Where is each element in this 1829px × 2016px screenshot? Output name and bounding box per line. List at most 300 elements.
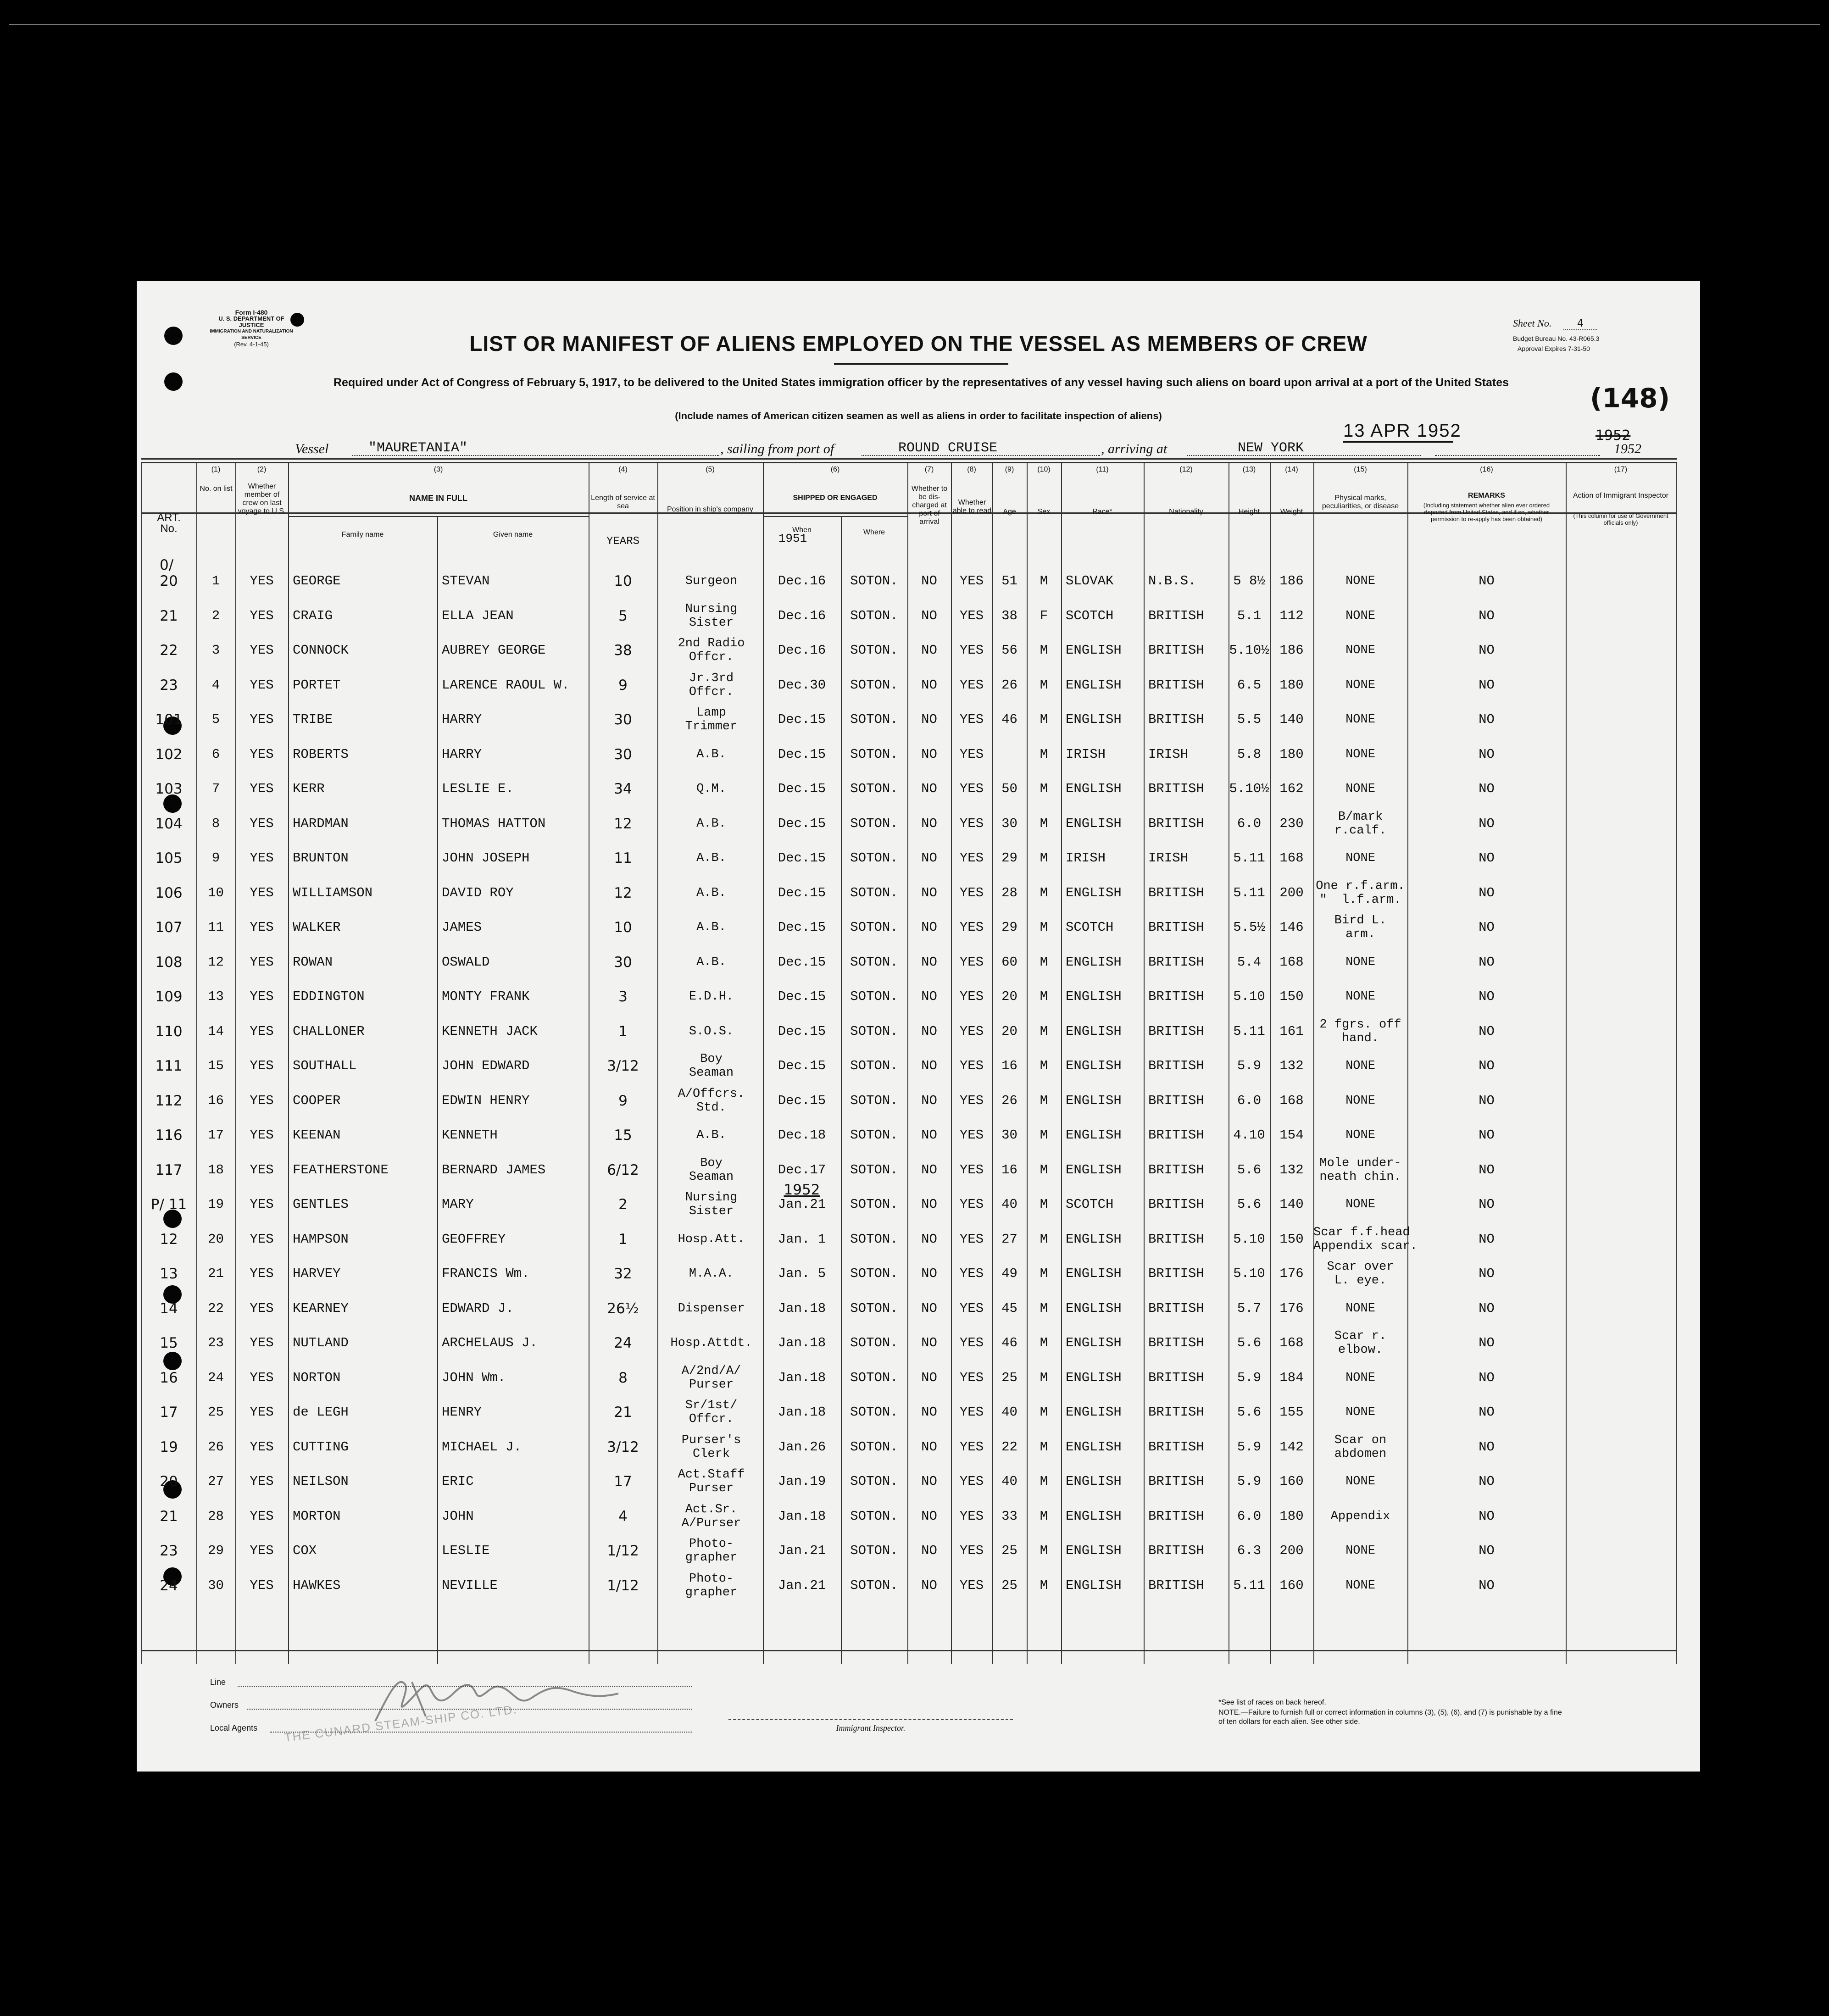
cell-disch: NO — [921, 1093, 937, 1108]
cell-where: SOTON. — [850, 643, 898, 658]
cell-service: 11 — [614, 850, 632, 866]
cell-read: YES — [959, 1162, 984, 1177]
cell-given: JOHN — [442, 1508, 474, 1524]
cell-given: BERNARD JAMES — [442, 1162, 546, 1177]
cell-race: ENGLISH — [1066, 677, 1122, 693]
name-subrule — [288, 516, 589, 517]
table-row — [141, 1468, 1677, 1507]
cell-sex: M — [1040, 1023, 1048, 1039]
cell-when: Dec.15 — [778, 989, 826, 1004]
header-shipped: SHIPPED OR ENGAGED — [793, 494, 878, 502]
sailing-port: ROUND CRUISE — [898, 440, 998, 456]
cell-when: Dec.15 — [778, 1023, 826, 1039]
cell-when: Dec.18 — [778, 1127, 826, 1143]
cell-disch: NO — [921, 1058, 937, 1073]
cell-height: 4.10 — [1233, 1127, 1265, 1143]
cell-nat: BRITISH — [1148, 712, 1204, 727]
cell-read: YES — [959, 1058, 984, 1073]
cell-age: 25 — [1001, 1577, 1017, 1593]
cell-read: YES — [959, 1231, 984, 1247]
cell-when: Jan.18 — [778, 1300, 826, 1316]
cell-read: YES — [959, 1197, 984, 1212]
cell-member: YES — [250, 1058, 274, 1073]
cell-age: 29 — [1001, 920, 1017, 935]
cell-given: HENRY — [442, 1405, 482, 1420]
cell-race: ENGLISH — [1066, 816, 1122, 831]
cell-disch: NO — [921, 781, 937, 796]
cell-position: Act.Sr. A/Purser — [681, 1502, 741, 1530]
cell-when: Dec.15 — [778, 816, 826, 831]
cell-age: 60 — [1001, 954, 1017, 970]
cell-position: Hosp.Att. — [678, 1232, 745, 1246]
cell-given: MICHAEL J. — [442, 1439, 522, 1455]
cell-height: 6.5 — [1237, 677, 1262, 693]
table-rule — [141, 462, 1677, 463]
cell-disch: NO — [921, 746, 937, 762]
cell-when: Dec.15 — [778, 746, 826, 762]
cell-race: ENGLISH — [1066, 1439, 1122, 1455]
cell-race: IRISH — [1066, 850, 1106, 866]
cell-service: 15 — [614, 1127, 632, 1144]
cell-art: 21 — [160, 607, 178, 624]
film-edge-line — [9, 24, 1820, 25]
owners-underline — [247, 1709, 692, 1710]
cell-height: 6.3 — [1237, 1543, 1262, 1558]
cell-age: 51 — [1001, 573, 1017, 589]
cell-no: 11 — [208, 920, 224, 935]
cell-disch: NO — [921, 885, 937, 900]
cell-where: SOTON. — [850, 1127, 898, 1143]
cell-when: Jan. 1 — [778, 1231, 826, 1247]
cell-position: A.B. — [696, 921, 726, 934]
cell-member: YES — [250, 1577, 274, 1593]
cell-member: YES — [250, 1439, 274, 1455]
cell-disch: NO — [921, 1300, 937, 1316]
cell-position: Act.Staff Purser — [678, 1468, 745, 1495]
cell-race: ENGLISH — [1066, 1266, 1122, 1281]
cell-service: 30 — [614, 954, 632, 971]
cell-family: SOUTHALL — [293, 1058, 357, 1073]
cell-nat: BRITISH — [1148, 1162, 1204, 1177]
cell-remarks: NO — [1479, 1543, 1495, 1558]
cell-where: SOTON. — [850, 781, 898, 796]
cell-no: 12 — [208, 954, 224, 970]
sheet-label: Sheet No. — [1513, 317, 1552, 329]
cell-race: ENGLISH — [1066, 781, 1122, 796]
cell-art: 108 — [155, 954, 183, 971]
cell-family: TRIBE — [293, 712, 333, 727]
cell-sex: M — [1040, 781, 1048, 796]
sailing-label: , sailing from port of — [720, 441, 834, 456]
cell-read: YES — [959, 1577, 984, 1593]
cell-age: 22 — [1001, 1439, 1017, 1455]
cell-remarks: NO — [1479, 1370, 1495, 1385]
budget-bureau: Budget Bureau No. 43-R065.3 — [1513, 335, 1600, 342]
cell-family: GENTLES — [293, 1197, 349, 1212]
cell-given: OSWALD — [442, 954, 490, 970]
cell-member: YES — [250, 989, 274, 1004]
cell-member: YES — [250, 1127, 274, 1143]
cell-position: A.B. — [696, 886, 726, 900]
cell-nat: BRITISH — [1148, 1543, 1204, 1558]
cell-member: YES — [250, 1474, 274, 1489]
cell-weight: 200 — [1279, 885, 1304, 900]
colnum: (4) — [618, 466, 628, 473]
cell-when: Dec.30 — [778, 677, 826, 693]
cell-where: SOTON. — [850, 1197, 898, 1212]
cell-age: 40 — [1001, 1405, 1017, 1420]
cell-no: 7 — [211, 781, 220, 796]
header-when-year: 1951 — [778, 532, 807, 545]
cell-art: 12 — [160, 1231, 178, 1248]
header-years: YEARS — [606, 535, 639, 548]
cell-nat: BRITISH — [1148, 1370, 1204, 1385]
cell-disch: NO — [921, 712, 937, 727]
cell-marks: B/mark r.calf. — [1334, 810, 1387, 838]
cell-position: Photo- grapher — [685, 1572, 738, 1599]
cell-remarks: NO — [1479, 746, 1495, 762]
header-position: Position in ship's company — [667, 505, 754, 513]
cell-disch: NO — [921, 816, 937, 831]
cell-disch: NO — [921, 1508, 937, 1524]
cell-height: 5.10½ — [1229, 643, 1269, 658]
cell-position: A.B. — [696, 851, 726, 865]
cell-remarks: NO — [1479, 920, 1495, 935]
cell-family: ROWAN — [293, 954, 333, 970]
cell-service: 2 — [618, 1196, 628, 1213]
cell-where: SOTON. — [850, 1508, 898, 1524]
cell-disch: NO — [921, 989, 937, 1004]
table-row — [141, 1052, 1677, 1091]
cell-nat: BRITISH — [1148, 816, 1204, 831]
cell-nat: N.B.S. — [1148, 573, 1196, 589]
cell-no: 29 — [208, 1543, 224, 1558]
cell-age: 16 — [1001, 1162, 1017, 1177]
cell-when: Jan.21 — [778, 1577, 826, 1593]
table-row — [141, 1537, 1677, 1576]
cell-service: 10 — [614, 573, 632, 589]
cell-family: GEORGE — [293, 573, 341, 589]
cell-position: 2nd Radio Offcr. — [678, 637, 745, 664]
cell-sex: M — [1040, 1474, 1048, 1489]
cell-height: 5.9 — [1237, 1370, 1262, 1385]
cell-no: 22 — [208, 1300, 224, 1316]
table-row — [141, 748, 1677, 780]
cell-art: 112 — [155, 1092, 183, 1109]
cell-nat: BRITISH — [1148, 1405, 1204, 1420]
cell-art: 117 — [155, 1161, 183, 1178]
cell-marks: One r.f.arm. " l.f.arm. — [1316, 879, 1405, 907]
cell-sex: M — [1040, 1058, 1048, 1073]
cell-service: 1/12 — [607, 1577, 639, 1594]
cell-race: ENGLISH — [1066, 643, 1122, 658]
colnum: (1) — [211, 466, 221, 473]
cell-where: SOTON. — [850, 1439, 898, 1455]
cell-age: 26 — [1001, 677, 1017, 693]
cell-marks: NONE — [1345, 1371, 1375, 1385]
agents-underline — [270, 1732, 692, 1733]
cell-sex: F — [1040, 608, 1048, 623]
cell-remarks: NO — [1479, 1197, 1495, 1212]
cell-sex: M — [1040, 1405, 1048, 1420]
cell-when: Jan.21 — [778, 1197, 826, 1212]
cell-remarks: NO — [1479, 1335, 1495, 1350]
cell-marks: NONE — [1345, 678, 1375, 692]
cell-member: YES — [250, 885, 274, 900]
cell-height: 5.11 — [1233, 850, 1265, 866]
cell-read: YES — [959, 746, 984, 762]
cell-member: YES — [250, 781, 274, 796]
cell-nat: BRITISH — [1148, 1439, 1204, 1455]
cell-nat: BRITISH — [1148, 1127, 1204, 1143]
cell-disch: NO — [921, 1370, 937, 1385]
cell-sex: M — [1040, 1266, 1048, 1281]
cell-family: de LEGH — [293, 1405, 349, 1420]
cell-marks: NONE — [1345, 1475, 1375, 1488]
cell-family: WALKER — [293, 920, 341, 935]
cell-height: 5.9 — [1237, 1474, 1262, 1489]
cell-remarks: NO — [1479, 1127, 1495, 1143]
cell-disch: NO — [921, 1266, 937, 1281]
cell-art: 15 — [160, 1335, 178, 1351]
cell-when: Jan.18 — [778, 1335, 826, 1350]
cell-family: COOPER — [293, 1093, 341, 1108]
cell-member: YES — [250, 850, 274, 866]
form-service: IMMIGRATION AND NATURALIZATION SERVICE — [210, 329, 293, 340]
cell-weight: 132 — [1279, 1058, 1304, 1073]
cell-sex: M — [1040, 1335, 1048, 1350]
cell-nat: BRITISH — [1148, 1197, 1204, 1212]
cell-service: 34 — [614, 781, 632, 797]
header-action: Action of Immigrant Inspector — [1573, 492, 1669, 500]
cell-age: 20 — [1001, 989, 1017, 1004]
cell-read: YES — [959, 954, 984, 970]
cell-no: 14 — [208, 1023, 224, 1039]
crew-table — [141, 462, 1677, 1664]
cell-position: A.B. — [696, 955, 726, 969]
cell-when: Dec.15 — [778, 885, 826, 900]
cell-position: Hosp.Attdt. — [670, 1336, 752, 1350]
cell-given: ERIC — [442, 1474, 474, 1489]
cell-no: 19 — [208, 1197, 224, 1212]
cell-read: YES — [959, 1370, 984, 1385]
cell-where: SOTON. — [850, 1577, 898, 1593]
cell-family: KERR — [293, 781, 325, 796]
cell-sex: M — [1040, 816, 1048, 831]
colnum: (2) — [257, 466, 267, 473]
arrival-port: NEW YORK — [1238, 440, 1304, 456]
cell-remarks: NO — [1479, 781, 1495, 796]
header-able-read: Whether able to read — [952, 499, 992, 515]
table-rule — [141, 458, 1677, 460]
cell-marks: NONE — [1345, 782, 1375, 796]
cell-art: 107 — [155, 919, 183, 936]
table-row — [141, 602, 1677, 641]
header-height: Height — [1238, 508, 1260, 516]
cell-race: ENGLISH — [1066, 712, 1122, 727]
table-row — [141, 1364, 1677, 1403]
cell-family: COX — [293, 1543, 317, 1558]
cell-disch: NO — [921, 1577, 937, 1593]
colnum: (14) — [1285, 466, 1298, 473]
cell-service: 12 — [614, 815, 632, 832]
colnum: (12) — [1179, 466, 1193, 473]
cell-position: Nursing Sister — [685, 1191, 738, 1218]
cell-read: YES — [959, 1266, 984, 1281]
cell-height: 5.6 — [1237, 1405, 1262, 1420]
cell-no: 20 — [208, 1231, 224, 1247]
colnum: (16) — [1480, 466, 1493, 473]
cell-sex: M — [1040, 1508, 1048, 1524]
cell-where: SOTON. — [850, 1474, 898, 1489]
cell-height: 5.5 — [1237, 712, 1262, 727]
cell-marks: Scar on abdomen — [1334, 1433, 1387, 1461]
cell-art: P/ 11 — [150, 1196, 187, 1213]
cell-race: IRISH — [1066, 746, 1106, 762]
cell-remarks: NO — [1479, 1474, 1495, 1489]
cell-race: ENGLISH — [1066, 1370, 1122, 1385]
cell-art: 116 — [155, 1127, 183, 1144]
cell-remarks: NO — [1479, 1577, 1495, 1593]
manifest-sheet — [137, 281, 1700, 1772]
cell-member: YES — [250, 1300, 274, 1316]
cell-age: 40 — [1001, 1197, 1017, 1212]
cell-when-year: 1952 — [784, 1182, 820, 1198]
colnum: (17) — [1614, 466, 1628, 473]
cell-sex: M — [1040, 1127, 1048, 1143]
cell-given: FRANCIS Wm. — [442, 1266, 530, 1281]
cell-art: 109 — [155, 989, 183, 1005]
cell-when: Jan.18 — [778, 1370, 826, 1385]
footer-owners-label: Owners — [210, 1700, 239, 1710]
cell-remarks: NO — [1479, 850, 1495, 866]
cell-height: 5 8½ — [1233, 573, 1265, 589]
cell-read: YES — [959, 989, 984, 1004]
cell-member: YES — [250, 677, 274, 693]
cell-position: Photo- grapher — [685, 1537, 738, 1565]
cell-race: ENGLISH — [1066, 1162, 1122, 1177]
cell-read: YES — [959, 1405, 984, 1420]
cell-race: SLOVAK — [1066, 573, 1114, 589]
cell-member: YES — [250, 1162, 274, 1177]
cell-family: NORTON — [293, 1370, 341, 1385]
cell-remarks: NO — [1479, 573, 1495, 589]
cell-where: SOTON. — [850, 1231, 898, 1247]
cell-sex: M — [1040, 643, 1048, 658]
cell-nat: IRISH — [1148, 850, 1189, 866]
cell-sex: M — [1040, 1093, 1048, 1108]
cell-member: YES — [250, 1023, 274, 1039]
cell-member: YES — [250, 1370, 274, 1385]
cell-position: Surgeon — [685, 574, 738, 588]
cell-age: 49 — [1001, 1266, 1017, 1281]
cell-given: LESLIE E. — [442, 781, 514, 796]
cell-height: 5.11 — [1233, 1023, 1265, 1039]
cell-where: SOTON. — [850, 677, 898, 693]
form-rev: (Rev. 4-1-45) — [234, 341, 269, 348]
cell-when: Jan.18 — [778, 1405, 826, 1420]
cell-sex: M — [1040, 1577, 1048, 1593]
cell-race: ENGLISH — [1066, 1335, 1122, 1350]
cell-given: KENNETH JACK — [442, 1023, 538, 1039]
cell-height: 5.8 — [1237, 746, 1262, 762]
cell-age: 30 — [1001, 1127, 1017, 1143]
cell-weight: 168 — [1279, 850, 1304, 866]
form-dept: U. S. DEPARTMENT OF JUSTICE — [218, 315, 284, 328]
cell-sex: M — [1040, 1162, 1048, 1177]
cell-height: 5.7 — [1237, 1300, 1262, 1316]
cell-read: YES — [959, 1508, 984, 1524]
cell-read: YES — [959, 1300, 984, 1316]
cell-position: Sr/1st/ Offcr. — [685, 1399, 738, 1426]
table-row — [141, 1087, 1677, 1126]
cell-no: 2 — [211, 608, 220, 623]
header-art-no: ART. No. — [157, 511, 181, 535]
cell-given: HARRY — [442, 746, 482, 762]
table-row — [141, 671, 1677, 711]
cell-position: E.D.H. — [689, 990, 734, 1004]
cell-where: SOTON. — [850, 712, 898, 727]
cell-age: 16 — [1001, 1058, 1017, 1073]
cell-remarks: NO — [1479, 1023, 1495, 1039]
cell-race: ENGLISH — [1066, 1474, 1122, 1489]
cell-marks: 2 fgrs. off hand. — [1319, 1017, 1401, 1045]
cell-weight: 154 — [1279, 1127, 1304, 1143]
cell-height: 5.5½ — [1233, 920, 1265, 935]
colnum: (9) — [1005, 466, 1014, 473]
cell-marks: NONE — [1345, 1544, 1375, 1558]
cell-read: YES — [959, 885, 984, 900]
cell-given: ARCHELAUS J. — [442, 1335, 538, 1350]
cell-read: YES — [959, 781, 984, 796]
cell-art: 102 — [155, 746, 183, 763]
cell-where: SOTON. — [850, 1370, 898, 1385]
cell-marks: NONE — [1345, 747, 1375, 761]
cell-where: SOTON. — [850, 746, 898, 762]
cell-read: YES — [959, 677, 984, 693]
cell-weight: 186 — [1279, 573, 1304, 589]
cell-when: Dec.15 — [778, 920, 826, 935]
cell-service: 3 — [618, 989, 628, 1005]
colnum: (7) — [924, 466, 934, 473]
cell-height: 5.9 — [1237, 1058, 1262, 1073]
colnum: (10) — [1037, 466, 1051, 473]
penalty-note: NOTE.—Failure to furnish full or correct information in columns (3), (5), (6), and (7) is punishable by a fine of ten dollars for each alien. See other side. — [1218, 1709, 1562, 1726]
cell-remarks: NO — [1479, 677, 1495, 693]
cell-member: YES — [250, 1543, 274, 1558]
cell-when: Dec.15 — [778, 712, 826, 727]
cell-when: Dec.17 — [778, 1162, 826, 1177]
cell-service: 30 — [614, 746, 632, 763]
cell-nat: BRITISH — [1148, 1023, 1204, 1039]
vessel-underline — [352, 455, 719, 456]
cell-service: 9 — [618, 677, 628, 694]
cell-where: SOTON. — [850, 816, 898, 831]
cell-sex: M — [1040, 885, 1048, 900]
cell-member: YES — [250, 920, 274, 935]
cell-height: 5.10 — [1233, 1231, 1265, 1247]
table-row — [141, 1433, 1677, 1472]
cell-age: 29 — [1001, 850, 1017, 866]
line-underline — [238, 1686, 692, 1687]
cell-nat: BRITISH — [1148, 989, 1204, 1004]
cell-read: YES — [959, 816, 984, 831]
cell-family: FEATHERSTONE — [293, 1162, 389, 1177]
cell-age: 46 — [1001, 1335, 1017, 1350]
cell-position: A.B. — [696, 1128, 726, 1142]
title-underline — [834, 363, 1008, 365]
cell-when: Jan.18 — [778, 1508, 826, 1524]
